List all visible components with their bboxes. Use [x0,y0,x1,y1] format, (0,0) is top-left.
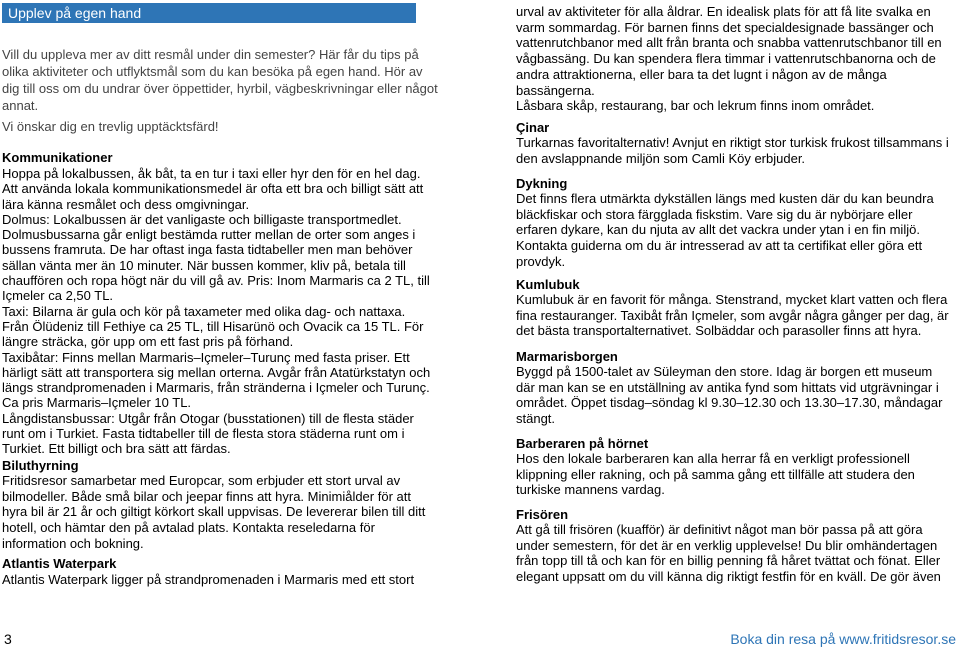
heading-cinar: Çinar [516,120,550,135]
atlantis-continued-text: urval av aktiviteter för alla åldrar. En idealisk plats för att få lite svalka en varm sommardag. För barnen finns det specialdesignade bassänger och vattenrutchbanor med allt från branta och snabba vattenrutschbanor till en vågbassäng. Du kan spendera flera timmar i vattenrutschbanorna och de andra attraktionerna, eller bara ta det lugnt i någon av de många bassängerna. Låsbara skåp, restaurang, bar och lekrum finns inom området. [516,4,942,114]
dykning-text: Det finns flera utmärkta dykställen längs med kusten där du kan beundra bläckfiskar och stora färgglada fiskstim. Vare sig du är nybörjare eller erfaren dykare, kan du njuta av allt det vackra under ytan i en fin miljö. Kontakta guiderna om du är intresserad av att ta certifikat eller göra ett provdyk. [516,191,934,269]
intro-text: Vill du uppleva mer av ditt resmål under din semester? Här får du tips på olika aktiviteter och utflyktsmål som du kan besöka på egen hand. Hör av dig till oss om du undrar över öppettider, hyrbil, vägbeskrivningar eller något annat. [2,47,438,113]
heading-dykning: Dykning [516,176,568,191]
heading-barberaren: Barberaren på hörnet [516,436,649,451]
kommunikationer-text: Hoppa på lokalbussen, åk båt, ta en tur i taxi eller hyr den för en hel dag. Att använda lokala kommunikationsmedel är ofta ett bra och billigt sätt att lära känna resmålet och dess omgivningar. Dolmus: Lokalbussen är det vanligaste och billigaste transportmedlet. Dolmusbussarna går enligt bestämda rutter mellan de orter som anges i bussens framruta. De har oftast inga fasta tidtabeller men man behöver sällan vänta mer än 10 minuter. När bussen kommer, kliv på, betala till chauffören och ropa högt när du vill gå av. Pris: Inom Marmaris ca 2 TL, till Içmeler ca 2,50 TL. Taxi: Bilarna är gula och kör på taxameter med olika dag- och nattaxa. Från Ölüdeniz till Fethiye ca 25 TL, till Hisarünö och Ovacik ca 15 TL. För längre sträcka, gör upp om ett fast pris på förhand. Taxibåtar: Finns mellan Marmaris–Içmeler–Turunç med fasta priser. Ett härligt sätt att transportera sig mellan orterna. Avgår från Atatürkstatyn och längs strandpromenaden i Marmaris, från stränderna i Içmeler och Turunç. Ca pris Marmaris–Içmeler 10 TL. Långdistansbussar: Utgår från Otogar (busstationen) till de flesta städer runt om i Turkiet. Fasta tidtabeller till de flesta stora städerna runt om i Turkiet. Ett billigt och bra sätt att färdas. [2,166,431,457]
heading-atlantis: Atlantis Waterpark [2,556,117,571]
banner-title: Upplev på egen hand [8,5,142,21]
heading-biluthyrning: Biluthyrning [2,458,79,473]
cinar-text: Turkarnas favoritalternativ! Avnjut en riktigt stor turkisk frukost tillsammans i den avslappnande miljön som Camli Köy erbjuder. [516,135,949,166]
heading-frisoren: Frisören [516,507,569,522]
barberaren-text: Hos den lokale barberaren kan alla herrar få en verkligt professionell klippning eller rakning, och på samma gång ett tillfälle att studera den turkiske mannens vardag. [516,451,915,498]
atlantis-text: Atlantis Waterpark ligger på strandpromenaden i Marmaris med ett stort [2,572,415,587]
heading-marmarisborgen: Marmarisborgen [516,349,618,364]
heading-kumlubuk: Kumlubuk [516,277,580,292]
section-banner [2,3,416,23]
marmarisborgen-text: Byggd på 1500-talet av Süleyman den store. Idag är borgen ett museum där man kan se en utställning av antika fynd som hittats vid utgrävningar i området. Öppet tisdag–söndag kl 9.30–12.30 och 13.30–17.30, måndagar stängt. [516,364,943,427]
booking-link[interactable]: Boka din resa på www.fritidsresor.se [730,631,956,647]
kumlubuk-text: Kumlubuk är en favorit för många. Stenstrand, mycket klart vatten och flera fina restauranger. Taxibåt från Içmeler, som avgår några gånger per dag, är det bästa transportalternativet. Solbäddar och parasoller finns att hyra. [516,292,949,339]
biluthyrning-text: Fritidsresor samarbetar med Europcar, som erbjuder ett stort urval av bilmodeller. Både små bilar och jeepar finns att hyra. Minimiålder för att hyra bil är 21 år och giltigt körkort skall uppvisas. De levererar bilen till ditt hotell, och hämtar den på avtalad plats. Kontakta reseledarna för information och bokning. [2,473,426,551]
frisoren-text: Att gå till frisören (kuafför) är definitivt något man bör passa på att göra under semestern, för det är en verklig upplevelse! Du blir omhändertagen från topp till tå och kan för en billig penning få håret tvättat och fönat. Eller elegant uppsatt om du vill känna dig riktigt festfin för en kväll. De gör även [516,522,941,585]
page-number: 3 [4,631,12,647]
wish-text: Vi önskar dig en trevlig upptäcktsfärd! [2,119,219,134]
heading-kommunikationer: Kommunikationer [2,150,113,165]
